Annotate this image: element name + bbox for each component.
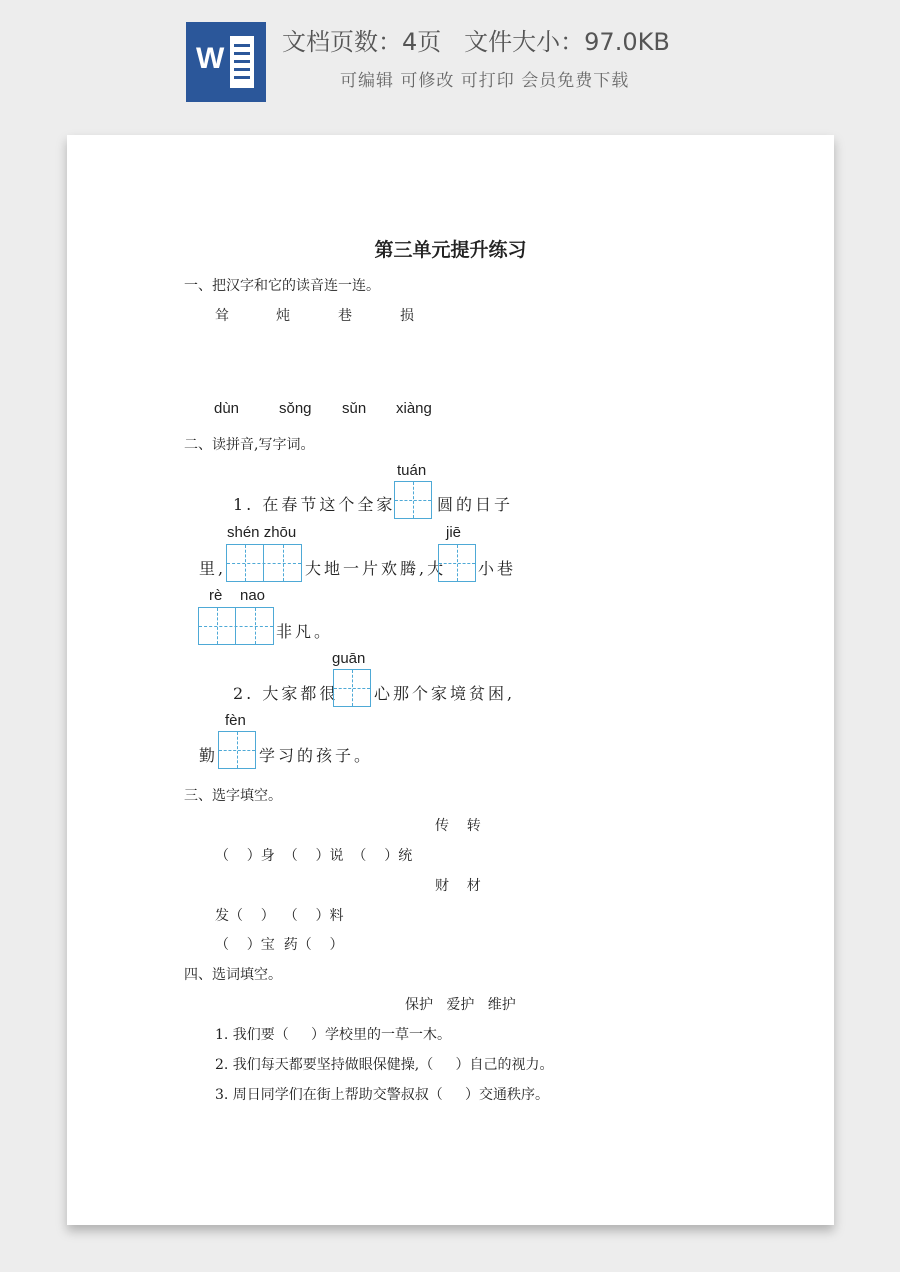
pinyin-hint: nao bbox=[240, 587, 266, 604]
file-info: 文档页数：4页 文件大小：97.0KB bbox=[282, 28, 670, 56]
fill-blank-row: （ ）身 （ ）说 （ ）统 bbox=[215, 848, 413, 864]
writing-box[interactable] bbox=[218, 731, 256, 769]
sentence-text: 圆的日子 bbox=[437, 495, 514, 514]
pinyin-item: xiàng bbox=[396, 400, 432, 417]
char-options: 传 转 bbox=[435, 818, 481, 834]
word-document-icon bbox=[186, 22, 266, 102]
download-header bbox=[0, 0, 900, 120]
sentence-text: 小巷 bbox=[478, 559, 517, 578]
file-features: 可编辑 可修改 可打印 会员免费下载 bbox=[340, 71, 630, 91]
pinyin-hint: fèn bbox=[225, 712, 246, 729]
char-item: 巷 bbox=[338, 308, 352, 324]
section-1-heading: 一、把汉字和它的读音连一连。 bbox=[184, 278, 380, 294]
sentence-text: 心那个家境贫困, bbox=[374, 684, 516, 703]
question-item: 3. 周日同学们在街上帮助交警叔叔（ ）交通秩序。 bbox=[215, 1087, 550, 1103]
pinyin-hint: rè bbox=[209, 587, 223, 604]
writing-box[interactable] bbox=[438, 544, 476, 582]
char-item: 损 bbox=[400, 308, 414, 324]
pinyin-hint: tuán bbox=[397, 462, 427, 479]
fill-blank-row: 发（ ） （ ）料 bbox=[215, 908, 344, 924]
sentence-text: 里, bbox=[199, 559, 227, 578]
sentence-text: 学习的孩子。 bbox=[259, 746, 374, 765]
section-3-heading: 三、选字填空。 bbox=[184, 788, 282, 804]
writing-box[interactable] bbox=[394, 481, 432, 519]
writing-box[interactable] bbox=[226, 544, 302, 582]
sentence-text: 2. 大家都很 bbox=[233, 684, 339, 703]
section-2-heading: 二、读拼音,写字词。 bbox=[184, 437, 315, 453]
question-item: 1. 我们要（ ）学校里的一草一木。 bbox=[215, 1027, 452, 1043]
pinyin-hint: jiē bbox=[446, 524, 462, 541]
pinyin-item: sǒng bbox=[279, 400, 312, 417]
document-lines-icon bbox=[230, 36, 254, 88]
sentence-text: 非凡。 bbox=[276, 622, 334, 641]
fill-blank-row: （ ）宝 药（ ） bbox=[215, 937, 344, 953]
char-item: 炖 bbox=[276, 308, 290, 324]
question-item: 2. 我们每天都要坚持做眼保健操,（ ）自己的视力。 bbox=[215, 1057, 554, 1073]
word-options: 保护 爱护 维护 bbox=[405, 997, 516, 1013]
pinyin-hint: guān bbox=[332, 650, 366, 667]
word-icon-letter: W bbox=[196, 42, 225, 75]
writing-box[interactable] bbox=[333, 669, 371, 707]
char-item: 耸 bbox=[215, 308, 229, 324]
page-title: 第三单元提升练习 bbox=[374, 239, 527, 261]
document-page bbox=[67, 135, 834, 1225]
section-4-heading: 四、选词填空。 bbox=[184, 967, 282, 983]
sentence-text: 大地一片欢腾,大 bbox=[305, 559, 447, 578]
pinyin-item: sǔn bbox=[342, 400, 367, 417]
pinyin-hint: shén zhōu bbox=[227, 524, 297, 541]
char-options: 财 材 bbox=[435, 878, 481, 894]
sentence-text: 1. 在春节这个全家 bbox=[233, 495, 396, 514]
writing-box[interactable] bbox=[198, 607, 274, 645]
sentence-text: 勤 bbox=[199, 746, 219, 765]
pinyin-item: dùn bbox=[214, 400, 240, 417]
